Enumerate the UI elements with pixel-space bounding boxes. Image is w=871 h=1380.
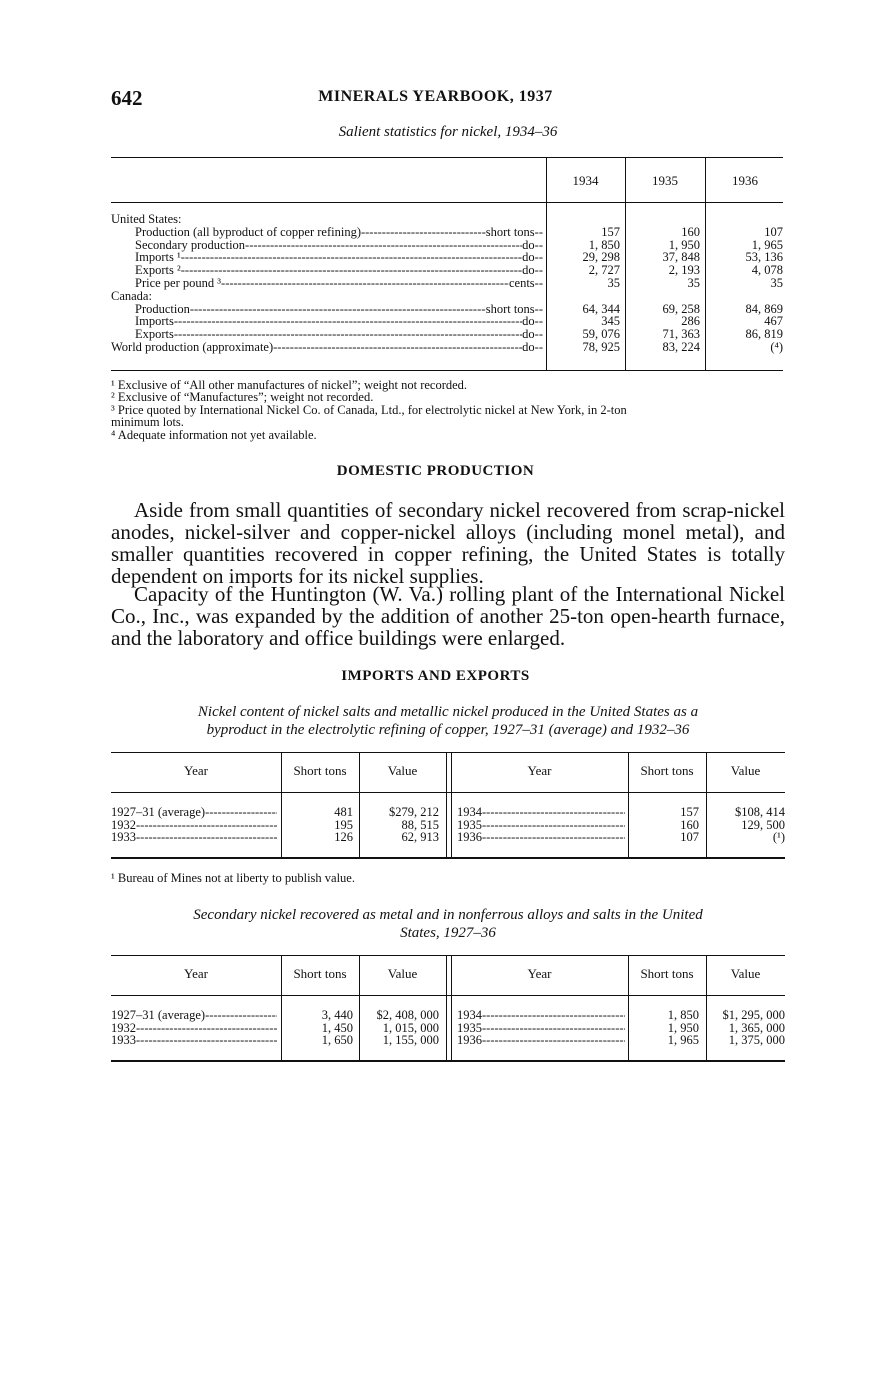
year-label: 1934	[457, 1008, 482, 1022]
row-unit: do	[522, 263, 535, 278]
row-unit: do	[522, 250, 535, 265]
table1-footnote: ³ Price quoted by International Nickel Co. of Canada, Ltd., for electrolytic nickel at New York, in 2-ton	[111, 403, 627, 417]
table2-header-rule	[111, 792, 785, 793]
table1-cell: 286	[681, 314, 700, 329]
table3-cell-value: 1, 365, 000	[728, 1020, 785, 1035]
table1-cell: 71, 363	[662, 327, 700, 342]
leader-dots	[482, 806, 625, 819]
table1-footnote: ⁴ Adequate information not yet available.	[111, 428, 317, 442]
table3-row-year	[111, 1034, 277, 1047]
table3-cell-tons: 3, 440	[321, 1008, 353, 1022]
table1-cell: 35	[607, 276, 620, 290]
leader-dots	[482, 831, 625, 844]
year-label: 1927–31 (average)	[111, 805, 206, 819]
leader-dots	[181, 251, 522, 264]
table1-cell: 84, 869	[745, 301, 783, 316]
row-unit: do	[522, 314, 535, 329]
leader-dots	[245, 239, 522, 252]
table1-header-year: 1934	[572, 173, 599, 188]
year-label: 1935	[457, 1020, 482, 1035]
row-label: World production (approximate)	[111, 340, 274, 354]
row-unit: short tons	[485, 301, 535, 316]
table3-cell-value: 1, 375, 000	[728, 1033, 785, 1047]
row-label: Canada:	[111, 288, 152, 303]
table1-cell: 157	[601, 224, 620, 239]
table3-cell-tons: 1, 850	[667, 1008, 699, 1022]
year-label: 1932	[111, 1020, 136, 1035]
table2-header: Short tons	[640, 763, 694, 778]
row-label: Secondary production	[135, 237, 246, 252]
leader-dots: --	[534, 327, 543, 342]
section-heading-imports-exports: IMPORTS AND EXPORTS	[341, 668, 530, 684]
leader-dots: --	[534, 263, 543, 278]
table1-cell: 78, 925	[582, 340, 620, 354]
page-number: 642	[111, 86, 143, 110]
table1-row-label	[135, 303, 543, 316]
table1-row-label	[135, 277, 543, 290]
table3-cell-tons: 1, 950	[667, 1020, 699, 1035]
leader-dots: --	[534, 301, 543, 316]
table1-cell: 86, 819	[745, 327, 783, 342]
table2-cell-tons: 195	[334, 817, 353, 832]
table1-cell: 2, 193	[668, 263, 700, 278]
table3-header: Value	[387, 966, 418, 981]
table2-header: Year	[527, 763, 552, 778]
table2-cell-value: 62, 913	[401, 830, 439, 844]
leader-dots	[273, 341, 522, 354]
row-label: Exports	[135, 327, 174, 342]
row-label: Imports ¹	[135, 250, 181, 265]
leader-dots	[174, 315, 522, 328]
table1-cell: 29, 298	[582, 250, 620, 265]
table3-cell-value: $2, 408, 000	[376, 1008, 439, 1022]
table3-row-year	[457, 1009, 625, 1022]
row-label: Price per pound ³	[135, 276, 222, 290]
table3-row-year	[457, 1034, 625, 1047]
table3-header: Short tons	[293, 966, 347, 981]
table2-header: Short tons	[293, 763, 347, 778]
leader-dots	[136, 1022, 277, 1035]
running-head: MINERALS YEARBOOK, 1937	[318, 88, 553, 105]
table1-top-rule	[111, 157, 783, 158]
leader-dots: --	[534, 340, 543, 354]
row-label: Imports	[135, 314, 174, 329]
leader-dots	[190, 303, 486, 316]
table1-row-label	[135, 226, 543, 239]
table1-cell: 1, 850	[588, 237, 620, 252]
table3-row-year	[457, 1022, 625, 1035]
table1-cell: 1, 965	[751, 237, 783, 252]
table1-cell: 107	[764, 224, 783, 239]
table1-cell: 2, 727	[588, 263, 620, 278]
table2-row-year	[457, 819, 625, 832]
table3-header: Value	[730, 966, 761, 981]
year-label: 1933	[111, 830, 136, 844]
paragraph: Capacity of the Huntington (W. Va.) rolling plant of the International Nickel Co., Inc., was expanded by the addition of another 25-ton open-hearth furnace, and the laboratory and office buildings were enlarged.	[111, 582, 785, 650]
year-label: 1936	[457, 830, 482, 844]
table3-top-rule	[111, 955, 785, 956]
table2-cell-tons: 157	[680, 805, 699, 819]
leader-dots: --	[534, 224, 543, 239]
table3-header: Short tons	[640, 966, 694, 981]
table1-cell: 64, 344	[582, 301, 620, 316]
leader-dots	[361, 226, 486, 239]
leader-dots: --	[534, 314, 543, 329]
table1-cell: (⁴)	[770, 340, 783, 354]
table2-cell-tons: 126	[334, 830, 353, 844]
table2-col-divider	[446, 752, 447, 857]
row-unit: do	[522, 340, 535, 354]
table2-header: Year	[184, 763, 208, 778]
table2-cell-value: $279, 212	[389, 805, 439, 819]
leader-dots	[136, 819, 277, 832]
table2-row-year	[111, 831, 277, 844]
table3-cell-tons: 1, 650	[321, 1033, 353, 1047]
table2-row-year	[457, 806, 625, 819]
year-label: 1933	[111, 1033, 136, 1047]
row-label: Production	[135, 301, 190, 316]
table2-header: Value	[730, 763, 761, 778]
table2-header: Value	[387, 763, 418, 778]
table2-cell-tons: 160	[680, 817, 699, 832]
table3-cell-tons: 1, 965	[667, 1033, 699, 1047]
table1-cell: 35	[687, 276, 700, 290]
table2-cell-value: $108, 414	[735, 805, 785, 819]
section-heading-domestic-production: DOMESTIC PRODUCTION	[336, 463, 535, 479]
table1-row-label	[111, 341, 543, 354]
table1-cell: 345	[601, 314, 620, 329]
table3-cell-tons: 1, 450	[321, 1020, 353, 1035]
table1-footnote: minimum lots.	[111, 415, 184, 429]
leader-dots	[136, 831, 277, 844]
table3-bottom-rule	[111, 1060, 785, 1062]
row-label: Exports ²	[135, 263, 181, 278]
table2-row-year	[457, 831, 625, 844]
table1-cell: 467	[764, 314, 783, 329]
table3-header: Year	[184, 966, 208, 981]
leader-dots	[482, 819, 625, 832]
row-label: Production (all byproduct of copper refining)	[135, 224, 361, 239]
year-label: 1936	[457, 1033, 482, 1047]
row-label: United States:	[111, 212, 182, 226]
table3-caption-line2: States, 1927–36	[400, 925, 496, 941]
table1-caption: Salient statistics for nickel, 1934–36	[338, 124, 558, 140]
table3-col-divider	[446, 955, 447, 1060]
leader-dots: --	[534, 276, 543, 290]
table1-row-label	[135, 315, 543, 328]
paragraph: Aside from small quantities of secondary nickel recovered from scrap-nickel anodes, nickel-silver and copper-nickel alloys (including monel metal), and smaller quantities recovered in copper refining, the United States is totally dependent on imports for its nickel supplies.	[111, 498, 785, 588]
table2-cell-tons: 481	[334, 805, 353, 819]
leader-dots	[181, 264, 522, 277]
table2-caption-line1: Nickel content of nickel salts and metallic nickel produced in the United States as a	[197, 704, 699, 720]
leader-dots	[482, 1022, 625, 1035]
leader-dots	[482, 1034, 625, 1047]
table1-cell: 35	[770, 276, 783, 290]
table1-cell: 1, 950	[668, 237, 700, 252]
table3-header-rule	[111, 995, 785, 996]
year-label: 1932	[111, 817, 136, 832]
table3-header: Year	[527, 966, 552, 981]
leader-dots	[221, 277, 509, 290]
table1-footnote: ¹ Exclusive of “All other manufactures of nickel”; weight not recorded.	[111, 378, 468, 392]
table2-cell-tons: 107	[680, 830, 699, 844]
table1-cell: 4, 078	[751, 263, 783, 278]
leader-dots	[482, 1009, 625, 1022]
table1-bottom-rule	[111, 370, 783, 371]
table1-row-label	[135, 239, 543, 252]
leader-dots: --	[534, 250, 543, 265]
table1-cell: 69, 258	[662, 301, 700, 316]
table2-cell-value: (¹)	[772, 830, 785, 844]
table1-cell: 160	[681, 224, 700, 239]
table2-bottom-rule	[111, 857, 785, 859]
table3-cell-value: 1, 155, 000	[382, 1033, 439, 1047]
year-label: 1927–31 (average)	[111, 1008, 206, 1022]
table2-cell-value: 129, 500	[741, 817, 785, 832]
leader-dots: --	[534, 237, 543, 252]
table1-cell: 83, 224	[662, 340, 700, 354]
row-unit: short tons	[485, 224, 535, 239]
table1-cell: 53, 136	[745, 250, 783, 265]
table1-cell: 59, 076	[582, 327, 620, 342]
table1-row-label	[111, 290, 543, 303]
leader-dots	[205, 806, 277, 819]
row-unit: do	[522, 237, 535, 252]
table2-caption-line2: byproduct in the electrolytic refining of copper, 1927–31 (average) and 1932–36	[206, 722, 690, 738]
table2-cell-value: 88, 515	[401, 817, 439, 832]
row-unit: cents	[508, 276, 535, 290]
year-label: 1935	[457, 817, 482, 832]
leader-dots	[136, 1034, 277, 1047]
table1-header-rule	[111, 202, 783, 203]
table1-row-label	[135, 251, 543, 264]
table1-header-year: 1935	[652, 173, 678, 188]
leader-dots	[205, 1009, 277, 1022]
row-unit: do	[522, 327, 535, 342]
table1-cell: 37, 848	[662, 250, 700, 265]
table2-top-rule	[111, 752, 785, 753]
year-label: 1934	[457, 805, 482, 819]
table1-footnote: ² Exclusive of “Manufactures”; weight not recorded.	[111, 390, 374, 404]
table3-caption-line1: Secondary nickel recovered as metal and in nonferrous alloys and salts in the United	[193, 907, 703, 923]
table3-cell-value: 1, 015, 000	[382, 1020, 439, 1035]
table3-cell-value: $1, 295, 000	[722, 1008, 785, 1022]
table2-footnote: ¹ Bureau of Mines not at liberty to publish value.	[111, 871, 355, 885]
table1-header-year: 1936	[732, 173, 758, 188]
